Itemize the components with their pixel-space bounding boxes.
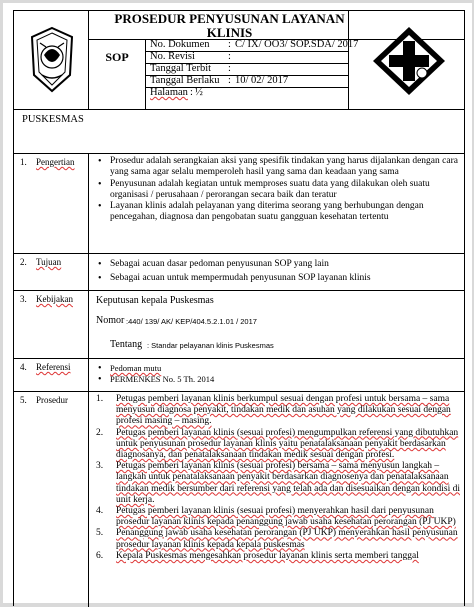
section-number: 5. <box>20 395 27 405</box>
list-item <box>94 506 462 528</box>
tentang-value: : Standar pelayanan klinis Puskesmas <box>147 341 274 350</box>
sop-label: SOP <box>105 50 129 64</box>
list-item: • Prosedur adalah serangkaian aksi yang spesifik tindakan yang harus dijalankan dengan cara yang sama agar selalu memperoleh hasil yang sama dan keadaan yang sama <box>96 156 461 179</box>
nomor-label: Nomor <box>96 315 125 326</box>
meta-sep: : <box>228 75 231 86</box>
list-item: • PERMENKES No. 5 Th. 2014 <box>96 374 461 385</box>
tujuan-list <box>96 259 461 285</box>
health-cross-icon <box>371 25 447 97</box>
step-number: 6. <box>96 550 104 561</box>
list-item <box>94 428 462 462</box>
document-page <box>3 3 472 603</box>
nomor-value: :440/ 139/ AK/ KEP/404.5.2.1.01 / 2017 <box>126 317 257 326</box>
meta-label-halaman: Halaman <box>150 87 188 98</box>
section-label-pengertian: Pengertian <box>36 157 75 167</box>
section-label-tujuan: Tujuan <box>36 257 62 267</box>
list-item-text: Pedoman mutu <box>110 363 162 373</box>
step-text: Petugas pemberi layanan klinis (sesuai profesi) menyerahkan hasil dari penyusunan prosedur layanan klinis kepada penanggung jawab usaha kesehatan perorangan (PJ UKP) <box>116 506 456 528</box>
meta-value-tanggal-berlaku: 10/ 02/ 2017 <box>235 75 289 86</box>
meta-label-tanggal-terbit: Tanggal Terbit <box>150 63 212 74</box>
unit-name: PUSKESMAS <box>22 114 84 125</box>
step-number: 3. <box>96 461 104 472</box>
kebijakan-text: Keputusan kepala Puskesmas <box>96 295 214 306</box>
step-text: Petugas pemberi layanan klinis berkumpul sesuai dengan profesi untuk bersama – sama menyusun diagnosa penyakit, tindakan medik dan asuhan yang dilakukan sesuai dengan profesi masing – masing. <box>116 394 451 427</box>
step-number: 1. <box>96 394 104 404</box>
list-item <box>94 528 462 550</box>
meta-sep: : <box>228 63 231 74</box>
step-number: 2. <box>96 427 104 438</box>
document-title: PROSEDUR PENYUSUNAN LAYANAN KLINIS <box>114 11 345 40</box>
meta-value-no-dokumen: C/ IX/ OO3/ SOP.SDA/ 2017 <box>235 39 359 50</box>
section-number: 3. <box>20 294 27 304</box>
step-text: Petugas pemberi layanan klinis (sesuai profesi) bersama – sama menyusun langkah – langkah untuk penatalaksanaan penyakit berdasarkan diagnosenya dan penatalaksanaan tindakan medik bersumber dari referensi yang telah ada dan disesuaikan dengan kondisi di unit kerja. <box>116 461 460 505</box>
tentang-label: Tentang <box>110 339 143 350</box>
step-text: Kepala Puskesmas mengesahkan prosedur layanan klinis serta memberi tanggal <box>116 550 419 561</box>
meta-label-no-revisi: No. Revisi <box>150 51 195 62</box>
list-item: • Penyusunan adalah kegiatan untuk memproses suatu data yang dilakukan oleh suatu organisasi / perusahaan / perorangan secara baik dan teratur <box>96 179 461 202</box>
list-item <box>94 551 462 562</box>
regional-emblem-icon <box>28 25 76 95</box>
sop-table <box>13 10 465 606</box>
meta-label-no-dokumen: No. Dokumen <box>150 39 210 50</box>
step-number: 4. <box>96 506 104 517</box>
section-number: 4. <box>20 362 27 372</box>
meta-value-halaman: ½ <box>195 87 203 98</box>
section-number: 1. <box>20 157 27 167</box>
section-number: 2. <box>20 257 27 267</box>
list-item <box>94 461 462 506</box>
section-label-prosedur: Prosedur <box>36 395 68 405</box>
meta-sep: : <box>228 39 231 50</box>
section-label-kebijakan: Kebijakan <box>36 294 73 304</box>
step-number: 5. <box>96 528 104 539</box>
step-text: Penanggung jawab usaha kesehatan perorangan (PJ UKP) menyerahkan hasil penyusunan prosedur layanan klinis kepada kepala puskesmas <box>116 528 458 550</box>
list-item: • Sebagai acuan untuk mempermudah penyusunan SOP layanan klinis <box>96 273 461 284</box>
meta-sep: : <box>190 87 193 98</box>
list-item <box>94 394 462 428</box>
step-text: Petugas pemberi layanan klinis (sesuai profesi) mengumpulkan referensi yang dibutuhkan untuk penyusunan prosedur layanan klinis yaitu penatalaksanaan penyakit berdasarkan diagnosanya, dan penatalaksanaan tindakan medik sesuai dengan profesi. <box>116 427 459 461</box>
referensi-list <box>96 363 461 385</box>
section-label-referensi: Referensi <box>36 362 71 372</box>
meta-sep: : <box>228 51 231 62</box>
list-item <box>96 363 461 374</box>
pengertian-list <box>96 156 461 224</box>
meta-label-tanggal-berlaku: Tanggal Berlaku <box>150 75 220 86</box>
prosedur-list <box>94 394 462 562</box>
list-item: • Sebagai acuan dasar pedoman penyusunan SOP yang lain <box>96 259 461 270</box>
list-item: • Layanan klinis adalah pelayanan yang diterima seorang yang berhubungan dengan pencegahan, diagnosa dan pengobatan suatu gangguan kesehatan tertentu <box>96 201 461 224</box>
